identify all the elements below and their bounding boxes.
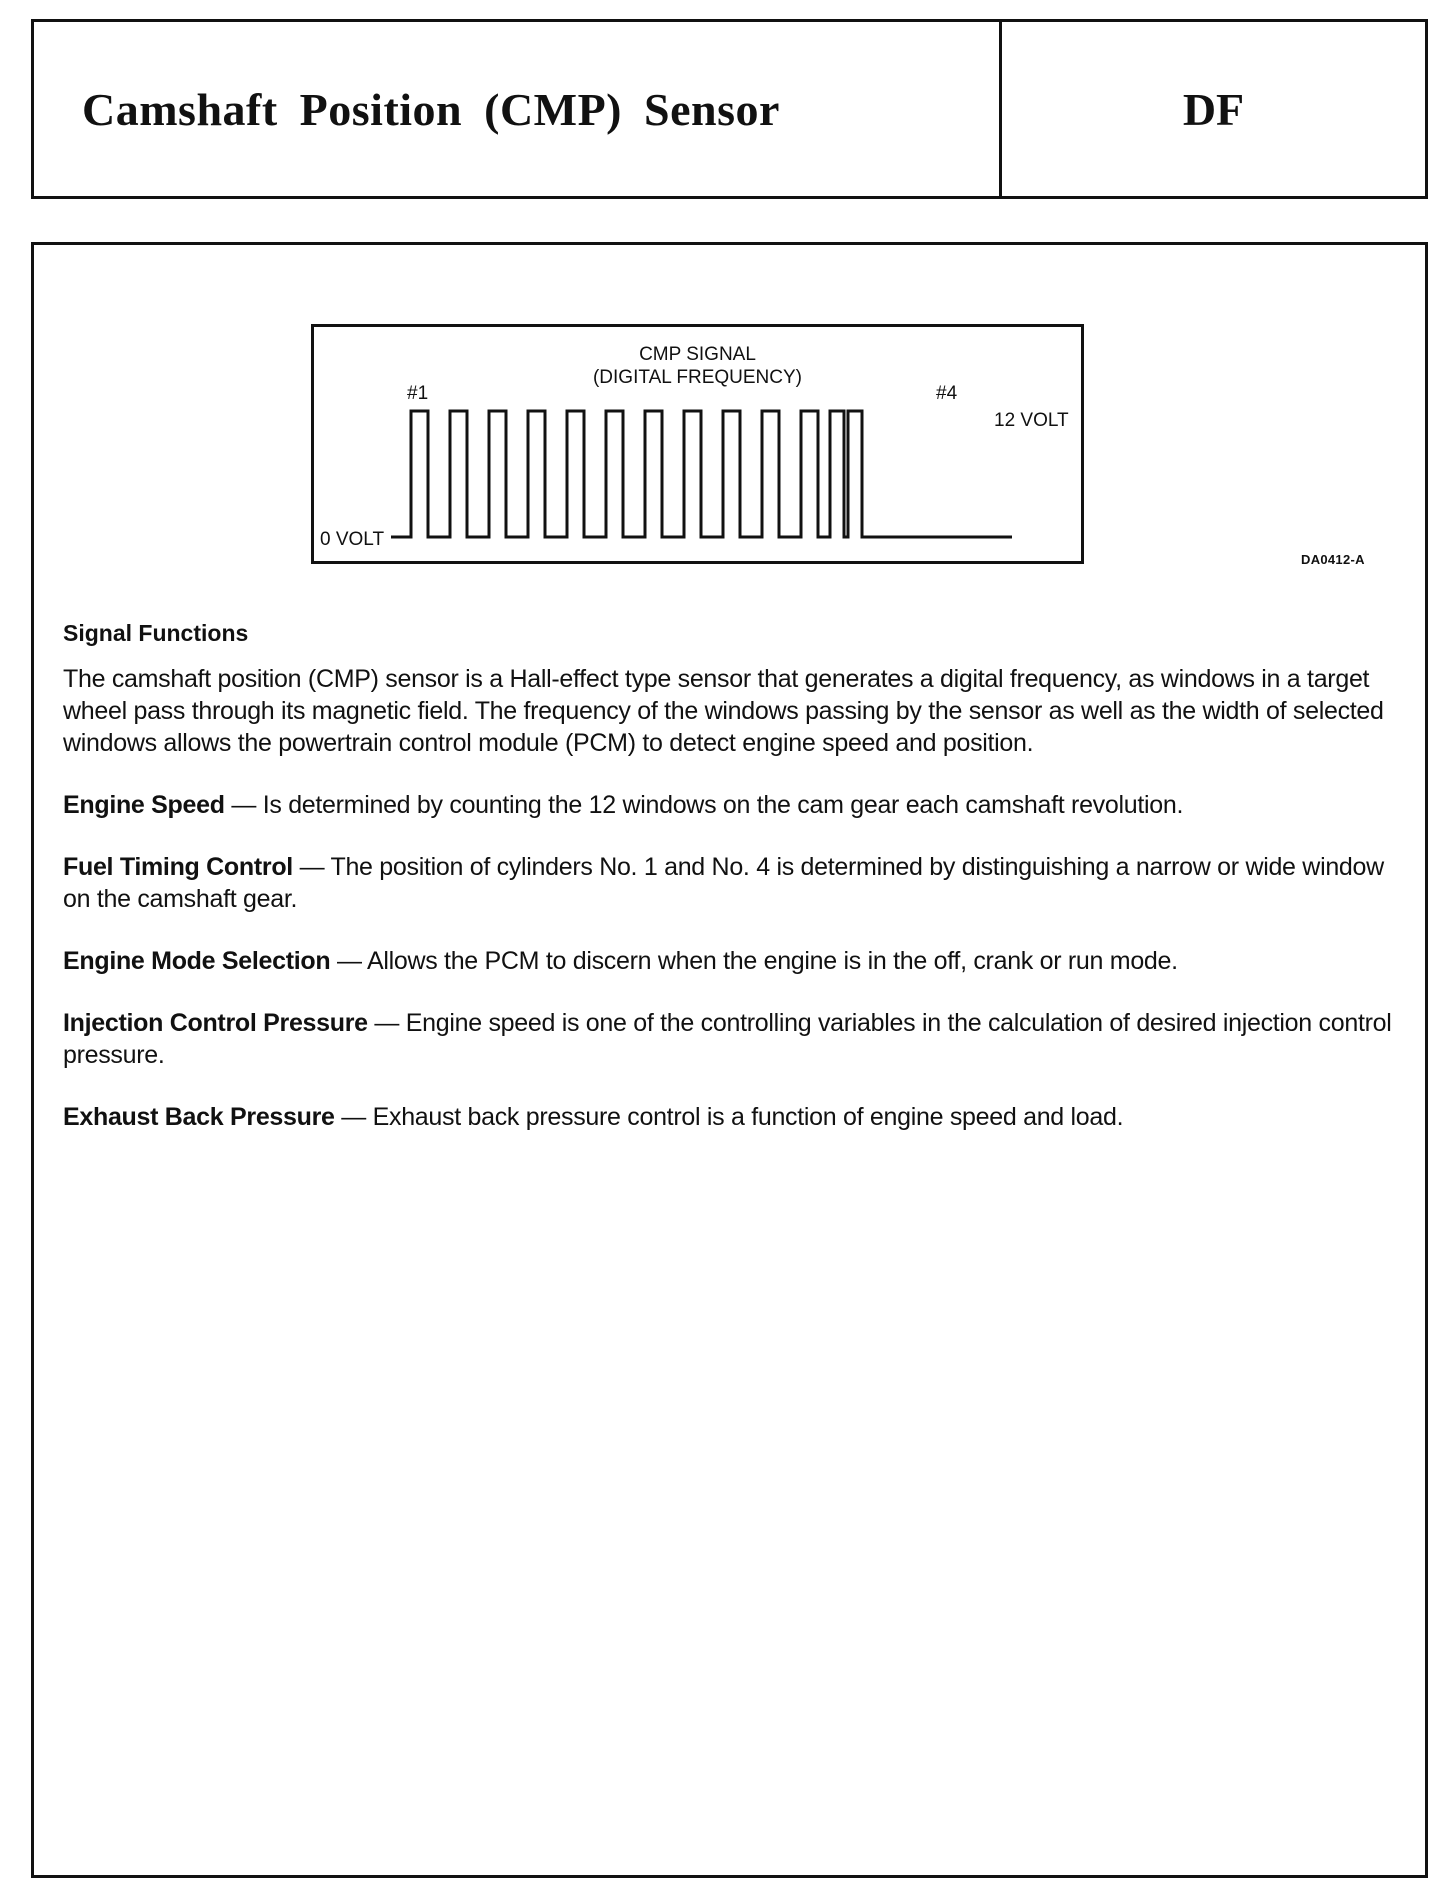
function-text: — Engine speed is one of the controlling variables in the calculation of desired injection control pressure. [63,1009,1392,1069]
page-title: Camshaft Position (CMP) Sensor [34,22,1002,196]
function-term: Engine Speed [63,791,225,819]
diagram-title-line2: (DIGITAL FREQUENCY) [592,367,802,388]
function-text: — Is determined by counting the 12 windows on the cam gear each camshaft revolution. [224,791,1184,819]
function-item [63,1101,1403,1133]
section-code: DF [1182,83,1245,135]
cmp-signal-diagram [311,324,1084,564]
function-item [63,851,1403,915]
label-cylinder-1: #1 [407,383,429,404]
function-term: Engine Mode Selection [63,947,331,975]
content-box [31,242,1428,1878]
function-text: — Exhaust back pressure control is a function of engine speed and load. [334,1103,1124,1131]
diagram-title-line1: CMP SIGNAL [639,344,756,365]
function-item [63,1007,1403,1071]
label-12-volt: 12 VOLT [994,410,1069,431]
function-term: Fuel Timing Control [63,853,293,881]
function-term: Injection Control Pressure [63,1009,368,1037]
section-heading: Signal Functions [63,620,249,646]
label-0-volt: 0 VOLT [320,529,385,550]
label-cylinder-4: #4 [936,383,958,404]
function-item [63,789,1403,821]
intro-paragraph: The camshaft position (CMP) sensor is a Hall-effect type sensor that generates a digital frequency, as windows in a target wheel pass through its magnetic field. The frequency of the windows passing by the sensor as well as the width of selected windows allows the powertrain control module (PCM) to detect engine speed and position. [63,665,1384,757]
cmp-waveform [391,411,1012,537]
function-text: — Allows the PCM to discern when the engine is in the off, crank or run mode. [330,947,1178,975]
function-term: Exhaust Back Pressure [63,1103,335,1131]
function-text: — The position of cylinders No. 1 and No. 4 is determined by distinguishing a narrow or wide window on the camshaft gear. [63,853,1384,913]
signal-functions-section [63,620,1403,1163]
header-box [31,19,1428,199]
figure-id: DA0412-A [1301,552,1365,567]
function-item [63,945,1403,977]
